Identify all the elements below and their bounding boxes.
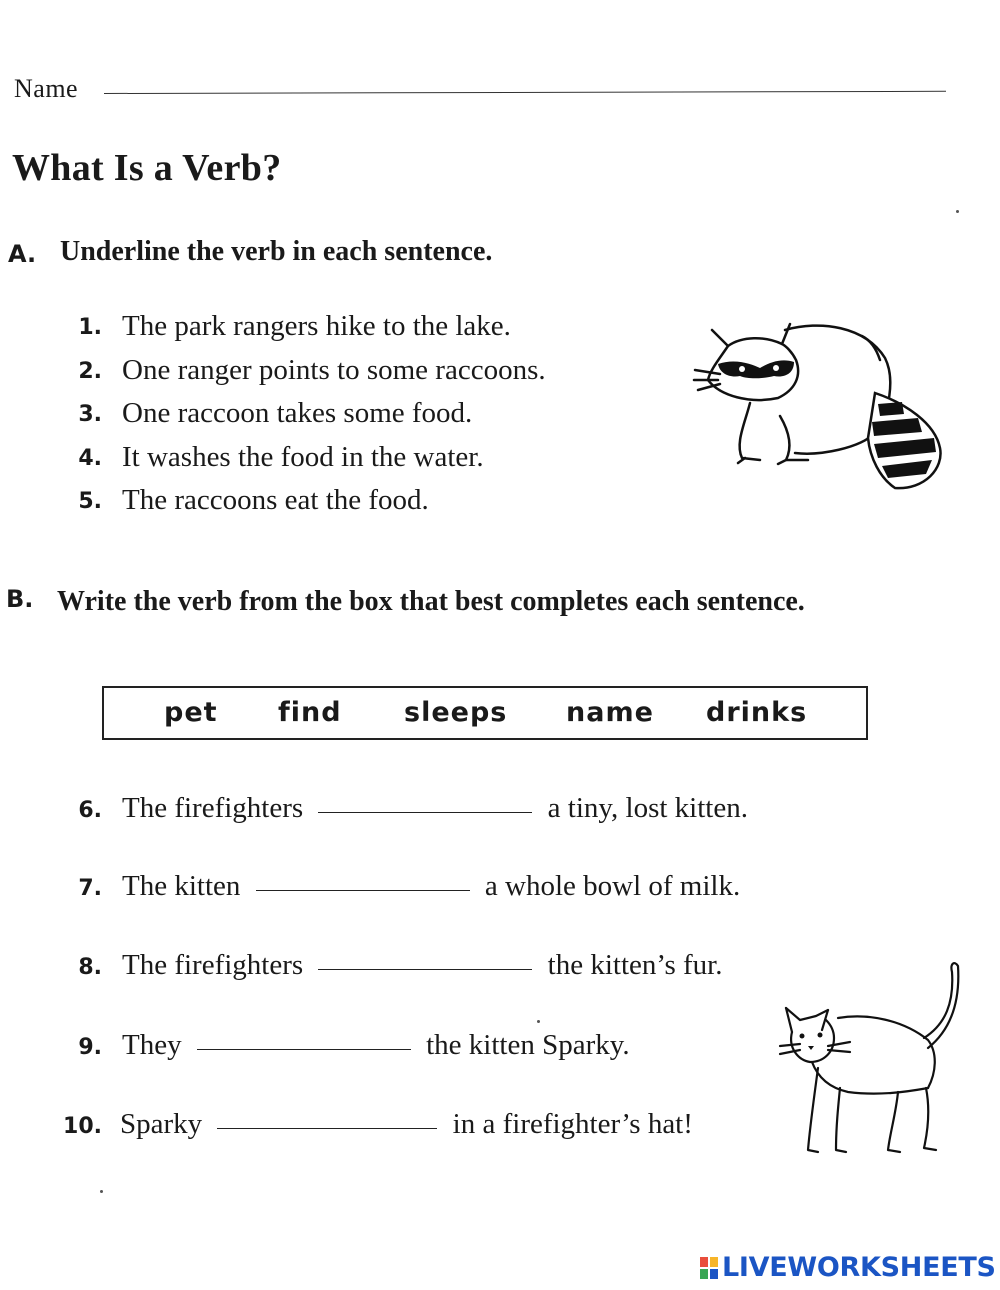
answer-blank[interactable] [197, 1049, 411, 1050]
word-box-word: drinks [706, 697, 808, 728]
answer-blank[interactable] [318, 969, 532, 970]
answer-blank[interactable] [318, 812, 532, 813]
cat-illustration [778, 958, 968, 1163]
scan-speck [100, 1190, 103, 1193]
word-box-word: pet [164, 697, 218, 728]
page-title: What Is a Verb? [12, 147, 282, 189]
sentence-start: The firefighters [122, 792, 304, 824]
sentence: One raccoon takes some food. [122, 397, 473, 429]
name-label: Name [14, 74, 79, 103]
fill-sentence [122, 870, 740, 903]
section-a-instruction: Underline the verb in each sentence. [60, 236, 493, 267]
sentence-start: The kitten [122, 870, 241, 902]
fill-sentence [122, 792, 748, 825]
sentence-end: a whole bowl of milk. [484, 870, 741, 902]
sentence-end: a tiny, lost kitten. [547, 792, 748, 824]
sentence-start: Sparky [120, 1108, 203, 1140]
sentence-start: They [122, 1029, 182, 1061]
item-number: 7. [78, 876, 102, 901]
item-number: 10. [63, 1114, 102, 1139]
section-b-instruction: Write the verb from the box that best completes each sentence. [57, 586, 805, 617]
name-line [104, 91, 946, 94]
item-number: 8. [78, 955, 102, 980]
word-box-word: find [278, 697, 342, 728]
liveworksheets-icon [700, 1257, 718, 1279]
item-number: 5. [78, 489, 102, 514]
item-number: 1. [78, 315, 102, 340]
fill-sentence [122, 1029, 630, 1062]
sentence: The park rangers hike to the lake. [122, 310, 511, 342]
sentence-end: the kitten Sparky. [426, 1029, 630, 1061]
scan-speck [537, 1020, 540, 1023]
section-a-letter: A. [8, 240, 37, 268]
sentence-end: in a firefighter’s hat! [452, 1108, 693, 1140]
word-box [102, 686, 868, 740]
sentence-start: The firefighters [122, 949, 304, 981]
word-box-word: sleeps [404, 697, 508, 728]
answer-blank[interactable] [217, 1128, 437, 1129]
answer-blank[interactable] [256, 890, 470, 891]
fill-sentence [122, 949, 722, 982]
fill-sentence [120, 1108, 693, 1141]
sentence: One ranger points to some raccoons. [122, 354, 546, 386]
section-b-letter: B. [6, 585, 34, 613]
sentence: It washes the food in the water. [122, 441, 484, 473]
item-number: 4. [78, 446, 102, 471]
sentence-end: the kitten’s fur. [547, 949, 723, 981]
sentence: The raccoons eat the food. [122, 484, 429, 516]
item-number: 9. [78, 1035, 102, 1060]
brand-name: LIVEWORKSHEETS [722, 1252, 996, 1283]
liveworksheets-logo [700, 1252, 996, 1283]
item-number: 6. [78, 798, 102, 823]
raccoon-illustration [690, 318, 950, 498]
word-box-word: name [566, 697, 654, 728]
scan-speck [956, 210, 959, 213]
item-number: 3. [78, 402, 102, 427]
item-number: 2. [78, 359, 102, 384]
